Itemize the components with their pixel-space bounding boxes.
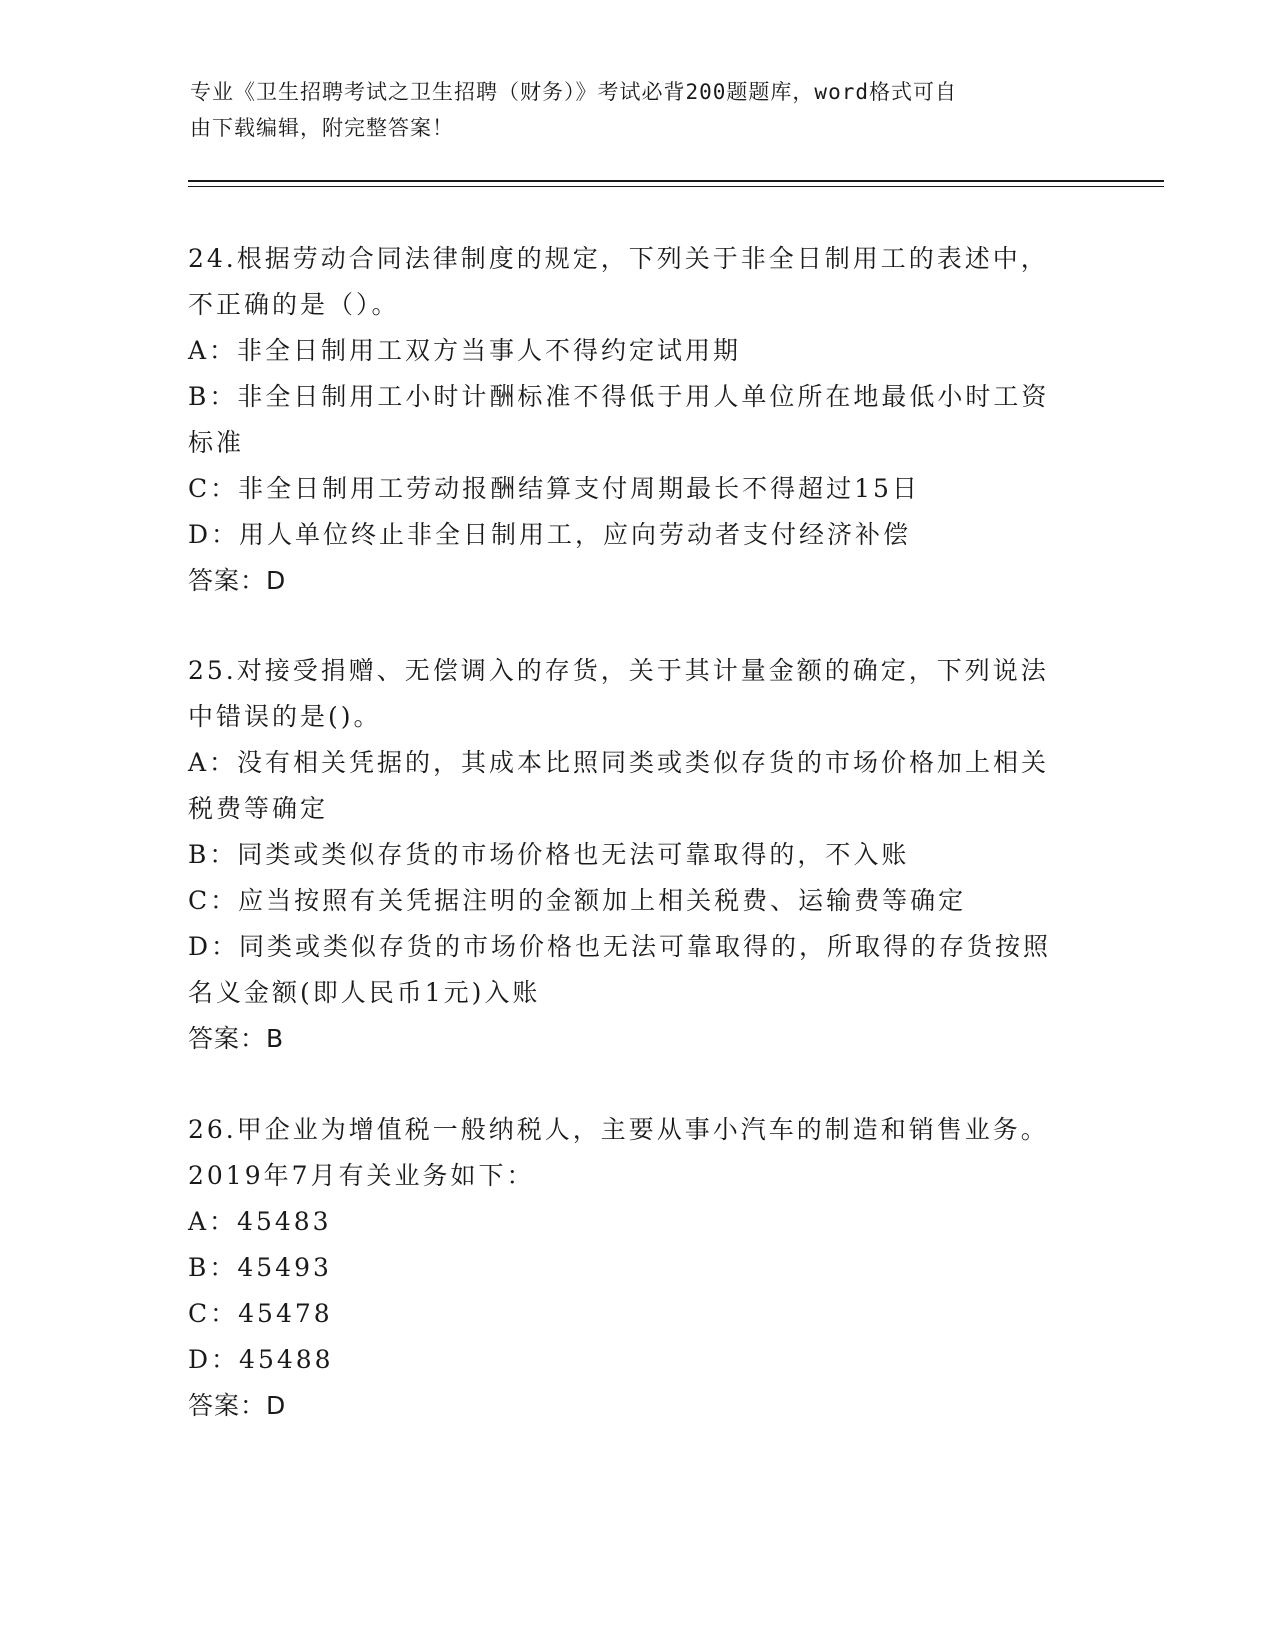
option-a: A：非全日制用工双方当事人不得约定试用期 xyxy=(188,336,742,365)
answer-line: 答案：D xyxy=(188,1391,287,1420)
question-stem-line: 24.根据劳动合同法律制度的规定，下列关于非全日制用工的表述中， xyxy=(188,244,1049,273)
question-stem-line: 25.对接受捐赠、无偿调入的存货，关于其计量金额的确定，下列说法 xyxy=(188,656,1049,685)
option-c: C：45478 xyxy=(188,1299,333,1328)
option-c: C：非全日制用工劳动报酬结算支付周期最长不得超过15日 xyxy=(188,474,920,503)
document-header xyxy=(190,74,1070,146)
option-b-continued: 标准 xyxy=(188,428,245,457)
question-stem-line: 不正确的是（）。 xyxy=(188,290,400,319)
option-a-continued: 税费等确定 xyxy=(188,794,329,823)
option-b: B：非全日制用工小时计酬标准不得低于用人单位所在地最低小时工资 xyxy=(188,382,1050,411)
answer-line: 答案：D xyxy=(188,566,287,595)
question-stem-line: 26.甲企业为增值税一般纳税人，主要从事小汽车的制造和销售业务。 xyxy=(188,1115,1049,1144)
question-stem-line: 中错误的是()。 xyxy=(188,702,382,731)
option-d-continued: 名义金额(即人民币1元)入账 xyxy=(188,978,541,1007)
header-line-2: 由下载编辑，附完整答案！ xyxy=(190,116,454,140)
option-d: D：用人单位终止非全日制用工，应向劳动者支付经济补偿 xyxy=(188,520,912,549)
answer-line: 答案：B xyxy=(188,1024,285,1053)
header-line-1: 专业《卫生招聘考试之卫生招聘（财务）》考试必背200题题库，word格式可自 xyxy=(190,80,957,104)
option-d: D：同类或类似存货的市场价格也无法可靠取得的，所取得的存货按照 xyxy=(188,932,1052,961)
question-26 xyxy=(188,1107,1088,1429)
header-divider-top xyxy=(188,180,1164,182)
option-a: A：没有相关凭据的，其成本比照同类或类似存货的市场价格加上相关 xyxy=(188,748,1050,777)
header-divider-bottom xyxy=(188,186,1164,187)
option-b: B：45493 xyxy=(188,1253,332,1282)
option-d: D：45488 xyxy=(188,1345,334,1374)
question-24 xyxy=(188,236,1088,604)
question-25 xyxy=(188,648,1088,1062)
option-b: B：同类或类似存货的市场价格也无法可靠取得的，不入账 xyxy=(188,840,910,869)
question-stem-line: 2019年7月有关业务如下： xyxy=(188,1161,535,1190)
option-c: C：应当按照有关凭据注明的金额加上相关税费、运输费等确定 xyxy=(188,886,967,915)
option-a: A：45483 xyxy=(188,1207,332,1236)
